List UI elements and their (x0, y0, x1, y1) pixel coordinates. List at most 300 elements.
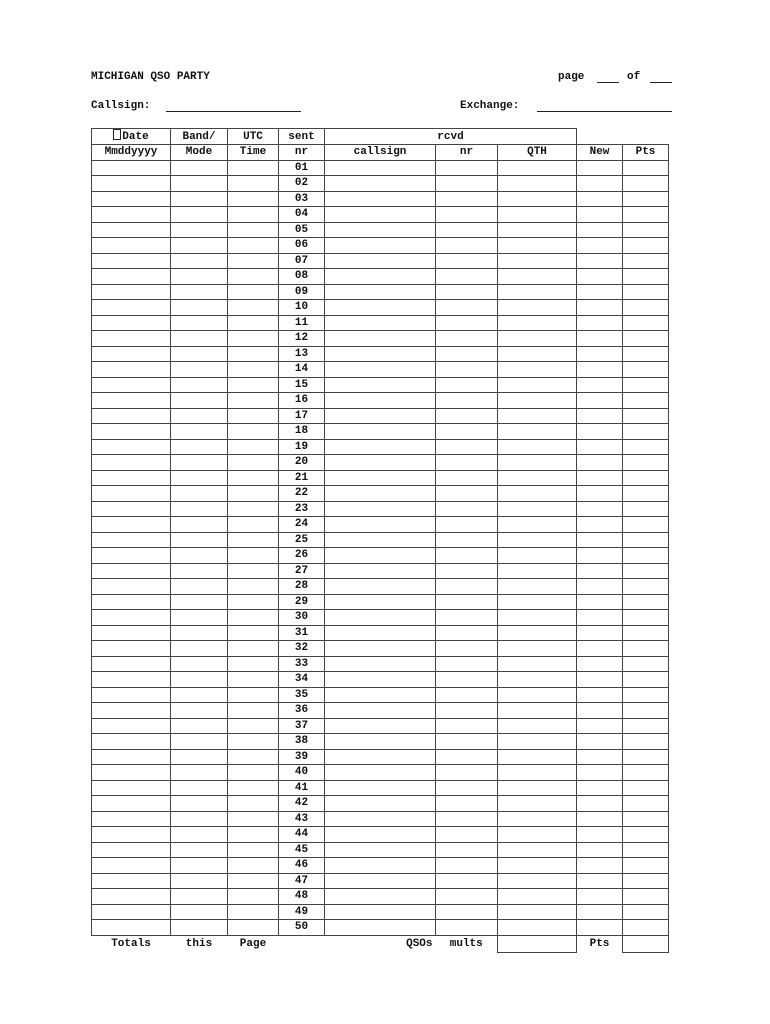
qth-cell[interactable] (498, 873, 577, 889)
qth-cell[interactable] (498, 315, 577, 331)
pts-cell[interactable] (623, 346, 669, 362)
utc-cell[interactable] (228, 362, 279, 378)
rcvd-nr-cell[interactable] (436, 455, 498, 471)
date-cell[interactable] (92, 842, 171, 858)
callsign-cell[interactable] (325, 486, 436, 502)
new-cell[interactable] (577, 176, 623, 192)
qth-cell[interactable] (498, 300, 577, 316)
new-cell[interactable] (577, 703, 623, 719)
utc-cell[interactable] (228, 455, 279, 471)
new-cell[interactable] (577, 873, 623, 889)
rcvd-nr-cell[interactable] (436, 579, 498, 595)
date-cell[interactable] (92, 501, 171, 517)
date-cell[interactable] (92, 594, 171, 610)
new-cell[interactable] (577, 160, 623, 176)
new-cell[interactable] (577, 656, 623, 672)
band-cell[interactable] (171, 439, 228, 455)
band-cell[interactable] (171, 796, 228, 812)
utc-cell[interactable] (228, 858, 279, 874)
pts-cell[interactable] (623, 641, 669, 657)
new-cell[interactable] (577, 610, 623, 626)
rcvd-nr-cell[interactable] (436, 873, 498, 889)
callsign-cell[interactable] (325, 703, 436, 719)
utc-cell[interactable] (228, 811, 279, 827)
pts-cell[interactable] (623, 408, 669, 424)
date-cell[interactable] (92, 470, 171, 486)
new-cell[interactable] (577, 439, 623, 455)
callsign-cell[interactable] (325, 889, 436, 905)
new-cell[interactable] (577, 408, 623, 424)
callsign-cell[interactable] (325, 377, 436, 393)
date-cell[interactable] (92, 703, 171, 719)
date-cell[interactable] (92, 625, 171, 641)
date-cell[interactable] (92, 346, 171, 362)
qth-cell[interactable] (498, 424, 577, 440)
callsign-cell[interactable] (325, 920, 436, 936)
rcvd-nr-cell[interactable] (436, 842, 498, 858)
callsign-cell[interactable] (325, 842, 436, 858)
callsign-cell[interactable] (325, 796, 436, 812)
pts-cell[interactable] (623, 811, 669, 827)
callsign-cell[interactable] (325, 160, 436, 176)
new-cell[interactable] (577, 455, 623, 471)
rcvd-nr-cell[interactable] (436, 300, 498, 316)
utc-cell[interactable] (228, 284, 279, 300)
callsign-cell[interactable] (325, 641, 436, 657)
utc-cell[interactable] (228, 749, 279, 765)
band-cell[interactable] (171, 269, 228, 285)
band-cell[interactable] (171, 858, 228, 874)
rcvd-nr-cell[interactable] (436, 517, 498, 533)
rcvd-nr-cell[interactable] (436, 858, 498, 874)
pts-cell[interactable] (623, 625, 669, 641)
band-cell[interactable] (171, 827, 228, 843)
new-cell[interactable] (577, 377, 623, 393)
new-cell[interactable] (577, 904, 623, 920)
rcvd-nr-cell[interactable] (436, 827, 498, 843)
pts-cell[interactable] (623, 455, 669, 471)
qth-cell[interactable] (498, 160, 577, 176)
date-cell[interactable] (92, 765, 171, 781)
band-cell[interactable] (171, 672, 228, 688)
rcvd-nr-cell[interactable] (436, 176, 498, 192)
new-cell[interactable] (577, 470, 623, 486)
qth-cell[interactable] (498, 827, 577, 843)
rcvd-nr-cell[interactable] (436, 656, 498, 672)
date-cell[interactable] (92, 424, 171, 440)
new-cell[interactable] (577, 796, 623, 812)
date-cell[interactable] (92, 377, 171, 393)
new-cell[interactable] (577, 222, 623, 238)
rcvd-nr-cell[interactable] (436, 625, 498, 641)
pts-cell[interactable] (623, 191, 669, 207)
utc-cell[interactable] (228, 331, 279, 347)
callsign-cell[interactable] (325, 517, 436, 533)
utc-cell[interactable] (228, 842, 279, 858)
pts-cell[interactable] (623, 269, 669, 285)
utc-cell[interactable] (228, 393, 279, 409)
band-cell[interactable] (171, 238, 228, 254)
new-cell[interactable] (577, 718, 623, 734)
band-cell[interactable] (171, 455, 228, 471)
qth-cell[interactable] (498, 501, 577, 517)
band-cell[interactable] (171, 393, 228, 409)
utc-cell[interactable] (228, 486, 279, 502)
qth-cell[interactable] (498, 191, 577, 207)
qth-cell[interactable] (498, 796, 577, 812)
new-cell[interactable] (577, 749, 623, 765)
band-cell[interactable] (171, 749, 228, 765)
rcvd-nr-cell[interactable] (436, 238, 498, 254)
page-total-blank[interactable] (650, 82, 672, 83)
band-cell[interactable] (171, 470, 228, 486)
new-cell[interactable] (577, 393, 623, 409)
band-cell[interactable] (171, 517, 228, 533)
utc-cell[interactable] (228, 160, 279, 176)
band-cell[interactable] (171, 253, 228, 269)
pts-cell[interactable] (623, 207, 669, 223)
rcvd-nr-cell[interactable] (436, 315, 498, 331)
qth-cell[interactable] (498, 749, 577, 765)
date-cell[interactable] (92, 920, 171, 936)
new-cell[interactable] (577, 625, 623, 641)
pts-cell[interactable] (623, 284, 669, 300)
pts-cell[interactable] (623, 439, 669, 455)
pts-cell[interactable] (623, 594, 669, 610)
band-cell[interactable] (171, 563, 228, 579)
new-cell[interactable] (577, 641, 623, 657)
new-cell[interactable] (577, 269, 623, 285)
new-cell[interactable] (577, 315, 623, 331)
rcvd-nr-cell[interactable] (436, 703, 498, 719)
callsign-cell[interactable] (325, 238, 436, 254)
utc-cell[interactable] (228, 532, 279, 548)
qth-cell[interactable] (498, 470, 577, 486)
date-cell[interactable] (92, 687, 171, 703)
qth-cell[interactable] (498, 889, 577, 905)
rcvd-nr-cell[interactable] (436, 424, 498, 440)
utc-cell[interactable] (228, 315, 279, 331)
band-cell[interactable] (171, 160, 228, 176)
date-cell[interactable] (92, 734, 171, 750)
new-cell[interactable] (577, 253, 623, 269)
date-cell[interactable] (92, 393, 171, 409)
new-cell[interactable] (577, 486, 623, 502)
band-cell[interactable] (171, 408, 228, 424)
utc-cell[interactable] (228, 563, 279, 579)
callsign-cell[interactable] (325, 393, 436, 409)
callsign-cell[interactable] (325, 718, 436, 734)
date-cell[interactable] (92, 827, 171, 843)
utc-cell[interactable] (228, 765, 279, 781)
exchange-blank[interactable] (537, 111, 672, 112)
callsign-cell[interactable] (325, 532, 436, 548)
callsign-cell[interactable] (325, 300, 436, 316)
date-cell[interactable] (92, 253, 171, 269)
callsign-cell[interactable] (325, 331, 436, 347)
utc-cell[interactable] (228, 377, 279, 393)
callsign-cell[interactable] (325, 470, 436, 486)
qth-cell[interactable] (498, 439, 577, 455)
new-cell[interactable] (577, 191, 623, 207)
utc-cell[interactable] (228, 594, 279, 610)
new-cell[interactable] (577, 532, 623, 548)
rcvd-nr-cell[interactable] (436, 253, 498, 269)
utc-cell[interactable] (228, 920, 279, 936)
new-cell[interactable] (577, 501, 623, 517)
callsign-cell[interactable] (325, 687, 436, 703)
band-cell[interactable] (171, 362, 228, 378)
date-cell[interactable] (92, 858, 171, 874)
pts-cell[interactable] (623, 780, 669, 796)
new-cell[interactable] (577, 284, 623, 300)
date-cell[interactable] (92, 656, 171, 672)
pts-total-box[interactable] (623, 935, 669, 952)
band-cell[interactable] (171, 315, 228, 331)
rcvd-nr-cell[interactable] (436, 889, 498, 905)
pts-cell[interactable] (623, 315, 669, 331)
pts-cell[interactable] (623, 300, 669, 316)
pts-cell[interactable] (623, 734, 669, 750)
utc-cell[interactable] (228, 672, 279, 688)
callsign-cell[interactable] (325, 362, 436, 378)
rcvd-nr-cell[interactable] (436, 439, 498, 455)
rcvd-nr-cell[interactable] (436, 610, 498, 626)
rcvd-nr-cell[interactable] (436, 749, 498, 765)
qth-cell[interactable] (498, 734, 577, 750)
rcvd-nr-cell[interactable] (436, 160, 498, 176)
utc-cell[interactable] (228, 517, 279, 533)
new-cell[interactable] (577, 827, 623, 843)
new-cell[interactable] (577, 563, 623, 579)
new-cell[interactable] (577, 920, 623, 936)
callsign-cell[interactable] (325, 346, 436, 362)
utc-cell[interactable] (228, 207, 279, 223)
pts-cell[interactable] (623, 579, 669, 595)
rcvd-nr-cell[interactable] (436, 207, 498, 223)
qth-cell[interactable] (498, 904, 577, 920)
band-cell[interactable] (171, 284, 228, 300)
pts-cell[interactable] (623, 687, 669, 703)
callsign-cell[interactable] (325, 904, 436, 920)
rcvd-nr-cell[interactable] (436, 269, 498, 285)
date-cell[interactable] (92, 672, 171, 688)
rcvd-nr-cell[interactable] (436, 548, 498, 564)
callsign-blank[interactable] (166, 111, 301, 112)
utc-cell[interactable] (228, 439, 279, 455)
rcvd-nr-cell[interactable] (436, 408, 498, 424)
callsign-cell[interactable] (325, 269, 436, 285)
utc-cell[interactable] (228, 222, 279, 238)
utc-cell[interactable] (228, 346, 279, 362)
band-cell[interactable] (171, 594, 228, 610)
new-cell[interactable] (577, 780, 623, 796)
date-cell[interactable] (92, 579, 171, 595)
callsign-cell[interactable] (325, 672, 436, 688)
utc-cell[interactable] (228, 889, 279, 905)
band-cell[interactable] (171, 625, 228, 641)
qth-cell[interactable] (498, 811, 577, 827)
date-cell[interactable] (92, 408, 171, 424)
new-cell[interactable] (577, 811, 623, 827)
band-cell[interactable] (171, 811, 228, 827)
pts-cell[interactable] (623, 176, 669, 192)
band-cell[interactable] (171, 548, 228, 564)
qth-cell[interactable] (498, 594, 577, 610)
date-cell[interactable] (92, 222, 171, 238)
page-number-blank[interactable] (597, 82, 619, 83)
pts-cell[interactable] (623, 362, 669, 378)
pts-cell[interactable] (623, 238, 669, 254)
pts-cell[interactable] (623, 765, 669, 781)
qth-cell[interactable] (498, 362, 577, 378)
qth-cell[interactable] (498, 377, 577, 393)
callsign-cell[interactable] (325, 811, 436, 827)
pts-cell[interactable] (623, 920, 669, 936)
rcvd-nr-cell[interactable] (436, 346, 498, 362)
utc-cell[interactable] (228, 501, 279, 517)
rcvd-nr-cell[interactable] (436, 672, 498, 688)
new-cell[interactable] (577, 346, 623, 362)
pts-cell[interactable] (623, 517, 669, 533)
callsign-cell[interactable] (325, 563, 436, 579)
utc-cell[interactable] (228, 579, 279, 595)
utc-cell[interactable] (228, 191, 279, 207)
date-cell[interactable] (92, 455, 171, 471)
new-cell[interactable] (577, 548, 623, 564)
rcvd-nr-cell[interactable] (436, 191, 498, 207)
new-cell[interactable] (577, 300, 623, 316)
qth-cell[interactable] (498, 253, 577, 269)
rcvd-nr-cell[interactable] (436, 393, 498, 409)
qth-cell[interactable] (498, 222, 577, 238)
callsign-cell[interactable] (325, 455, 436, 471)
band-cell[interactable] (171, 703, 228, 719)
callsign-cell[interactable] (325, 191, 436, 207)
utc-cell[interactable] (228, 827, 279, 843)
pts-cell[interactable] (623, 718, 669, 734)
new-cell[interactable] (577, 424, 623, 440)
utc-cell[interactable] (228, 269, 279, 285)
qth-cell[interactable] (498, 703, 577, 719)
utc-cell[interactable] (228, 734, 279, 750)
pts-cell[interactable] (623, 377, 669, 393)
rcvd-nr-cell[interactable] (436, 904, 498, 920)
callsign-cell[interactable] (325, 579, 436, 595)
rcvd-nr-cell[interactable] (436, 718, 498, 734)
new-cell[interactable] (577, 362, 623, 378)
rcvd-nr-cell[interactable] (436, 284, 498, 300)
date-cell[interactable] (92, 873, 171, 889)
band-cell[interactable] (171, 501, 228, 517)
new-cell[interactable] (577, 579, 623, 595)
pts-cell[interactable] (623, 796, 669, 812)
callsign-cell[interactable] (325, 873, 436, 889)
pts-cell[interactable] (623, 501, 669, 517)
rcvd-nr-cell[interactable] (436, 780, 498, 796)
rcvd-nr-cell[interactable] (436, 532, 498, 548)
new-cell[interactable] (577, 889, 623, 905)
qth-cell[interactable] (498, 346, 577, 362)
pts-cell[interactable] (623, 827, 669, 843)
rcvd-nr-cell[interactable] (436, 563, 498, 579)
qth-cell[interactable] (498, 408, 577, 424)
qth-cell[interactable] (498, 610, 577, 626)
pts-cell[interactable] (623, 610, 669, 626)
pts-cell[interactable] (623, 424, 669, 440)
new-cell[interactable] (577, 672, 623, 688)
pts-cell[interactable] (623, 222, 669, 238)
new-cell[interactable] (577, 765, 623, 781)
date-cell[interactable] (92, 796, 171, 812)
utc-cell[interactable] (228, 904, 279, 920)
band-cell[interactable] (171, 191, 228, 207)
band-cell[interactable] (171, 377, 228, 393)
callsign-cell[interactable] (325, 780, 436, 796)
qth-cell[interactable] (498, 563, 577, 579)
band-cell[interactable] (171, 842, 228, 858)
qth-cell[interactable] (498, 548, 577, 564)
date-cell[interactable] (92, 191, 171, 207)
date-cell[interactable] (92, 641, 171, 657)
callsign-cell[interactable] (325, 207, 436, 223)
qth-cell[interactable] (498, 393, 577, 409)
pts-cell[interactable] (623, 873, 669, 889)
qth-cell[interactable] (498, 284, 577, 300)
new-cell[interactable] (577, 331, 623, 347)
date-cell[interactable] (92, 331, 171, 347)
band-cell[interactable] (171, 920, 228, 936)
qth-cell[interactable] (498, 718, 577, 734)
band-cell[interactable] (171, 532, 228, 548)
pts-cell[interactable] (623, 393, 669, 409)
date-cell[interactable] (92, 315, 171, 331)
utc-cell[interactable] (228, 408, 279, 424)
date-cell[interactable] (92, 176, 171, 192)
new-cell[interactable] (577, 594, 623, 610)
utc-cell[interactable] (228, 796, 279, 812)
rcvd-nr-cell[interactable] (436, 734, 498, 750)
qth-cell[interactable] (498, 486, 577, 502)
band-cell[interactable] (171, 331, 228, 347)
band-cell[interactable] (171, 610, 228, 626)
qth-cell[interactable] (498, 579, 577, 595)
rcvd-nr-cell[interactable] (436, 641, 498, 657)
callsign-cell[interactable] (325, 827, 436, 843)
band-cell[interactable] (171, 346, 228, 362)
new-cell[interactable] (577, 858, 623, 874)
band-cell[interactable] (171, 718, 228, 734)
utc-cell[interactable] (228, 687, 279, 703)
callsign-cell[interactable] (325, 656, 436, 672)
qth-cell[interactable] (498, 920, 577, 936)
qth-cell[interactable] (498, 455, 577, 471)
band-cell[interactable] (171, 300, 228, 316)
utc-cell[interactable] (228, 253, 279, 269)
rcvd-nr-cell[interactable] (436, 920, 498, 936)
callsign-cell[interactable] (325, 765, 436, 781)
date-cell[interactable] (92, 486, 171, 502)
date-cell[interactable] (92, 749, 171, 765)
qth-cell[interactable] (498, 842, 577, 858)
utc-cell[interactable] (228, 470, 279, 486)
utc-cell[interactable] (228, 300, 279, 316)
new-cell[interactable] (577, 517, 623, 533)
callsign-cell[interactable] (325, 594, 436, 610)
utc-cell[interactable] (228, 873, 279, 889)
qth-cell[interactable] (498, 176, 577, 192)
rcvd-nr-cell[interactable] (436, 501, 498, 517)
